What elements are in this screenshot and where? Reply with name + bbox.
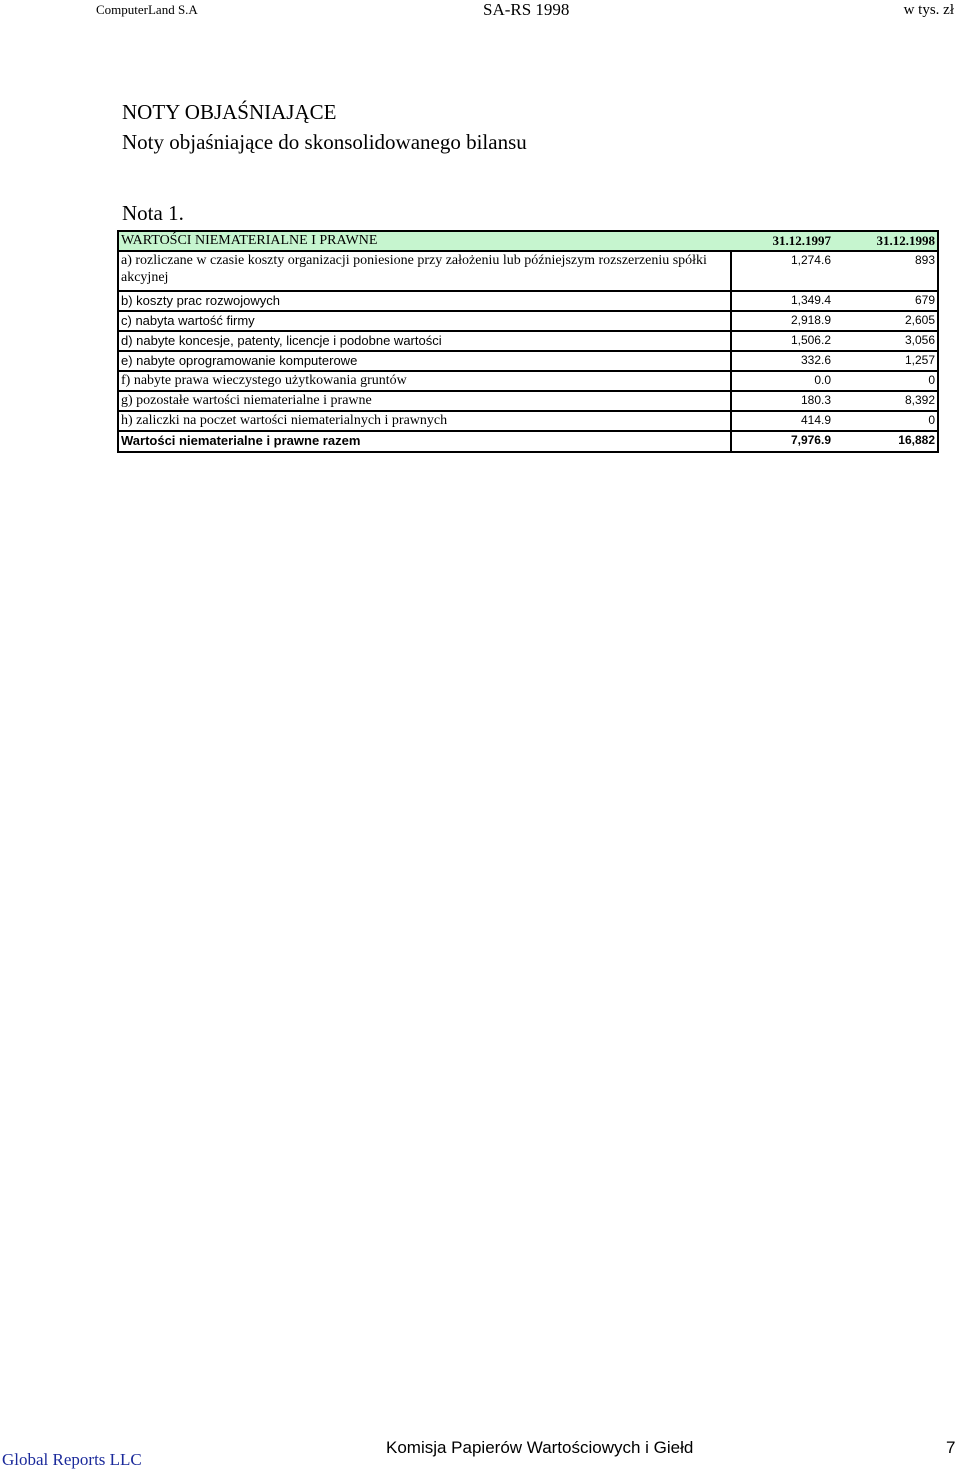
value-1997: 1,274.6: [731, 251, 833, 291]
table-row: [118, 311, 938, 331]
table-row: [118, 331, 938, 351]
nota-number: Nota 1.: [122, 201, 184, 225]
row-label: b) koszty prac rozwojowych: [118, 291, 731, 311]
header-report: SA-RS 1998: [483, 0, 570, 19]
value-1997: 1,349.4: [731, 291, 833, 311]
table-row: [118, 411, 938, 431]
row-label: c) nabyta wartość firmy: [118, 311, 731, 331]
value-1998: 0: [833, 371, 938, 391]
value-1998: 8,392: [833, 391, 938, 411]
value-1997: 1,506.2: [731, 331, 833, 351]
value-1998: 3,056: [833, 331, 938, 351]
row-label: h) zaliczki na poczet wartości niematerialnych i prawnych: [118, 411, 731, 431]
total-1998: 16,882: [833, 431, 938, 452]
row-label: a) rozliczane w czasie koszty organizacji poniesione przy założeniu lub późniejszym rozszerzeniu spółki akcyjnej: [118, 251, 731, 291]
table-total-row: [118, 431, 938, 452]
value-1998: 2,605: [833, 311, 938, 331]
value-1997: 2,918.9: [731, 311, 833, 331]
table-row: [118, 291, 938, 311]
footer-publisher: Global Reports LLC: [2, 1450, 142, 1469]
value-1998: 679: [833, 291, 938, 311]
table-row: [118, 391, 938, 411]
value-1997: 332.6: [731, 351, 833, 371]
value-1998: 893: [833, 251, 938, 291]
value-1997: 414.9: [731, 411, 833, 431]
intangible-assets-table: [117, 230, 939, 453]
table-heading: WARTOŚCI NIEMATERIALNE I PRAWNE: [118, 231, 731, 251]
header-unit: w tys. zł: [903, 2, 954, 18]
page-number: 7: [946, 1438, 956, 1457]
row-label: g) pozostałe wartości niematerialne i prawne: [118, 391, 731, 411]
total-label: Wartości niematerialne i prawne razem: [118, 431, 731, 452]
table-header-row: [118, 231, 938, 251]
row-label: e) nabyte oprogramowanie komputerowe: [118, 351, 731, 371]
value-1998: 0: [833, 411, 938, 431]
table-row: [118, 251, 938, 291]
page-title: NOTY OBJAŚNIAJĄCE: [122, 100, 337, 124]
column-header-1997: 31.12.1997: [731, 231, 833, 251]
page-subtitle: Noty objaśniające do skonsolidowanego bilansu: [122, 130, 527, 154]
column-header-1998: 31.12.1998: [833, 231, 938, 251]
row-label: f) nabyte prawa wieczystego użytkowania gruntów: [118, 371, 731, 391]
row-label: d) nabyte koncesje, patenty, licencje i podobne wartości: [118, 331, 731, 351]
header-company: ComputerLand S.A: [96, 2, 198, 17]
value-1998: 1,257: [833, 351, 938, 371]
value-1997: 0.0: [731, 371, 833, 391]
total-1997: 7,976.9: [731, 431, 833, 452]
value-1997: 180.3: [731, 391, 833, 411]
table-row: [118, 371, 938, 391]
footer-commission: Komisja Papierów Wartościowych i Giełd: [386, 1438, 694, 1457]
table-row: [118, 351, 938, 371]
